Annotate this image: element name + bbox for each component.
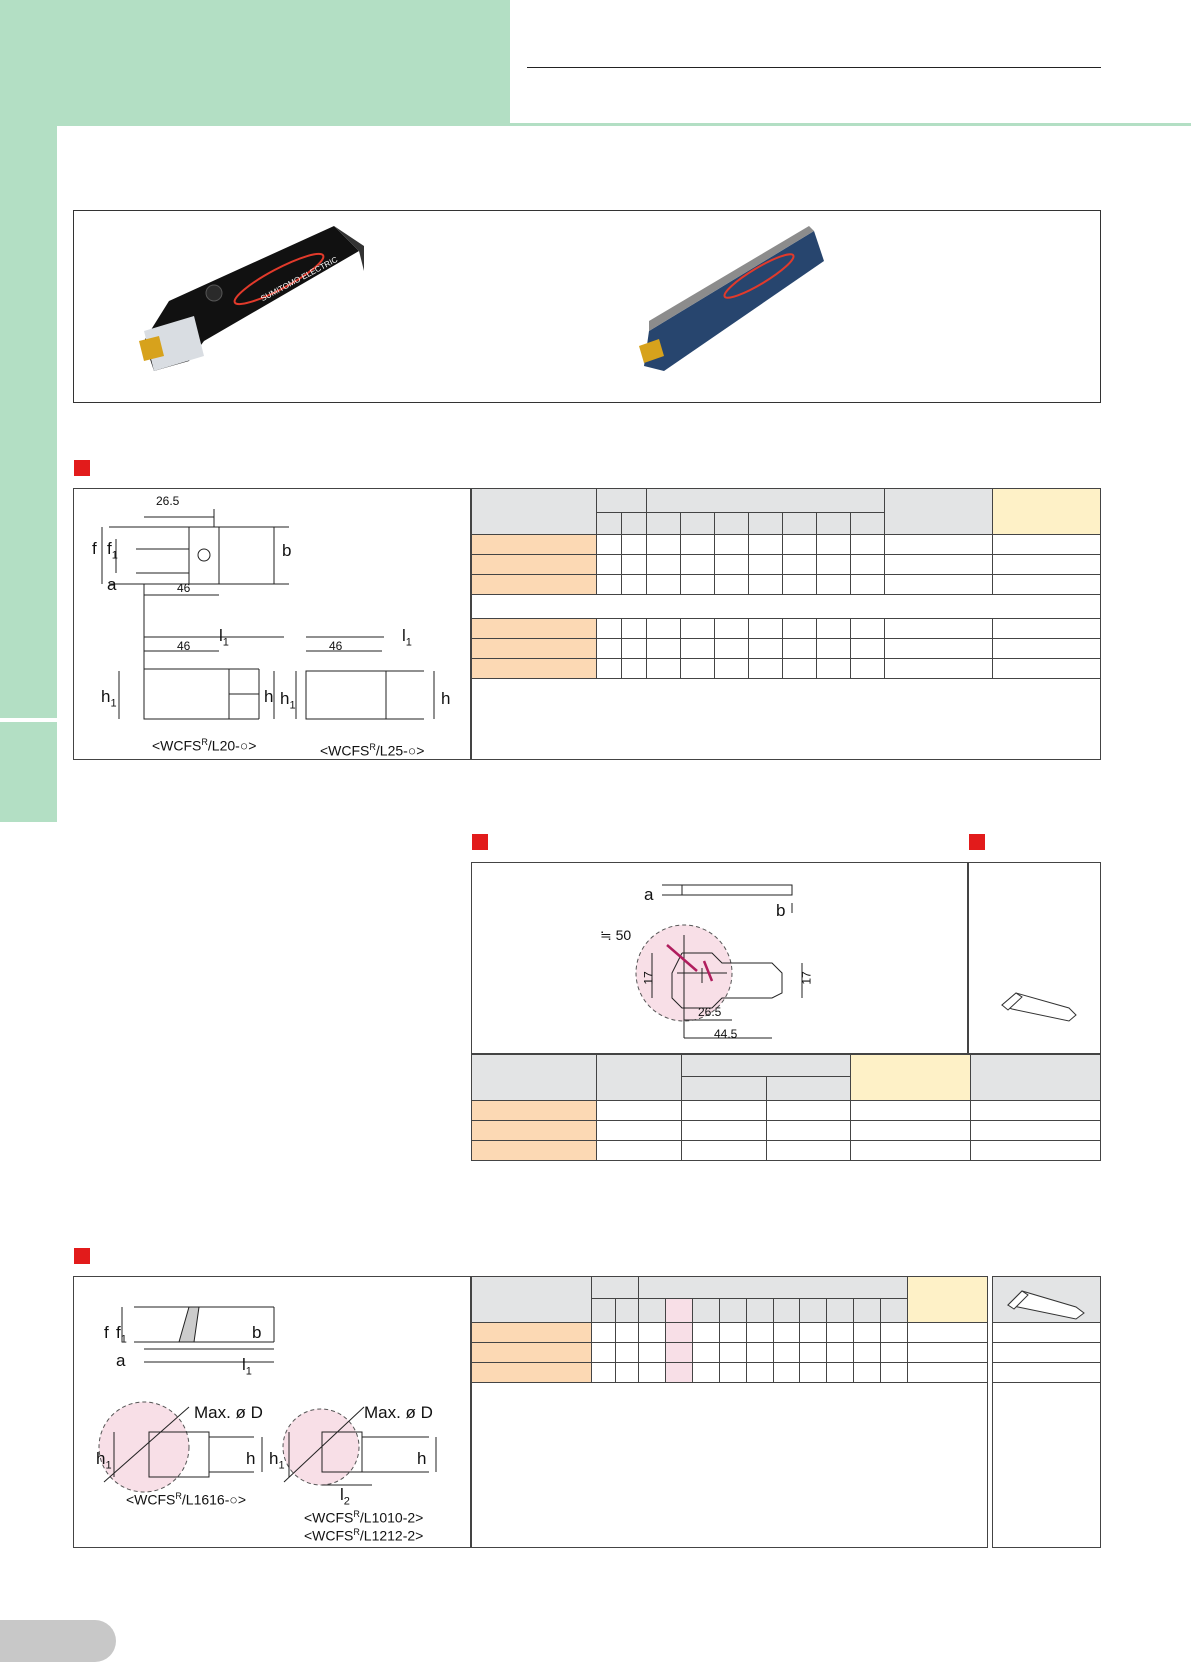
section-2-diagram-panel [471,862,968,1054]
header-divider [57,123,1191,126]
label-b: b [282,541,292,560]
label-f: f [104,1323,109,1342]
col-header-cat-no [472,489,597,535]
label-l1: $l_1$ [242,1355,252,1378]
col-header-stock [597,489,647,513]
label-h1-b: $h_1$ [269,1449,285,1472]
table-row [472,555,1101,575]
circle-symbol: ○ [239,737,249,754]
section-2-wrench-panel [968,862,1101,1054]
col-header-applicable-insert [885,489,993,535]
radius-50: ≒ 50 [600,927,632,943]
dim-17-left: 17 [641,971,656,985]
label-h1-b: $h_1$ [280,689,296,712]
section-1-spec-table [471,488,1101,679]
header-rule [527,67,1101,68]
caption-wcfs-20: $<WCFS^R/L20-○>$ [152,737,257,754]
table-row [472,1101,1101,1121]
label-a: a [107,575,117,594]
product-photo-box [73,210,1101,403]
col-header-cat-no [472,1055,597,1101]
hex-wrench-icon-small [1002,1279,1090,1319]
label-h-b: h [441,689,451,708]
toolholder-photo-black [114,221,384,391]
circle-symbol-b: ○ [407,742,417,759]
hex-wrench-icon [994,973,1084,1023]
label-h1: $h_1$ [96,1449,112,1472]
side-tab-strip [0,124,57,718]
table-row [472,535,1101,555]
table-row [472,659,1101,679]
caption-wcfs-1212: $<WCFS^R/L1212-2>$ [304,1527,424,1544]
label-b: b [776,901,786,920]
label-f: f [92,539,97,558]
table-row [472,1343,988,1363]
label-f1: $f_1$ [107,539,118,562]
label-a: a [644,885,654,904]
table-row [472,1121,1101,1141]
section-3-diagram-panel [73,1276,471,1548]
label-b: b [252,1323,262,1342]
dim-46-b: 46 [177,639,191,653]
label-l1: $l_1$ [219,626,229,649]
table-row [472,639,1101,659]
side-tab-strip-lower [0,722,57,822]
section-1-marker [74,460,90,476]
caption-wcfs-1616: $<WCFS^R/L1616-○>$ [126,1491,247,1508]
max-d-left: Max. ø D [194,1403,263,1422]
dim-44-5: 44.5 [714,1027,738,1041]
section-3-marker [74,1248,90,1264]
page-number-tab [0,1620,116,1662]
toolholder-photo-blue [619,221,839,381]
label-a: a [116,1351,126,1370]
dim-46-a: 46 [177,581,191,595]
caption-wcfs-25: $<WCFS^R/L25-○>$ [320,742,425,759]
section-2-spec-table [471,1054,1101,1161]
section-1-diagram-panel [73,488,471,760]
dim-26-5: 26.5 [698,1005,722,1019]
col-header-parts [993,489,1101,535]
section-2b-marker [969,834,985,850]
table-row [472,575,1101,595]
section-2-marker [472,834,488,850]
label-l2: $l_2$ [340,1485,350,1508]
label-h-b: h [417,1449,427,1468]
dim-46-c: 46 [329,639,343,653]
table-subheader-row [472,595,1101,619]
header-band [0,0,510,124]
col-header-dimensions [647,489,885,513]
circle-symbol: ○ [229,1491,238,1508]
table-row [472,1141,1101,1161]
label-f1: $f_1$ [116,1323,127,1346]
label-h: h [264,687,274,706]
table-row [472,619,1101,639]
dim-26-5: 26.5 [156,494,180,508]
max-d-right: Max. ø D [364,1403,433,1422]
table-row [472,1363,988,1383]
holder-top-view-drawing [74,489,472,761]
logo-text: SUMITOMO ELECTRIC [259,254,340,304]
caption-wcfs-1010: $<WCFS^R/L1010-2>$ [304,1509,424,1526]
label-l1-b: $l_1$ [402,626,412,649]
dim-17-right: 17 [799,971,814,985]
col-header-cat-no [472,1277,592,1323]
table-row [472,1323,988,1343]
label-h1: $h_1$ [101,687,117,710]
label-h: h [246,1449,256,1468]
section-3-spec-table [471,1276,988,1383]
